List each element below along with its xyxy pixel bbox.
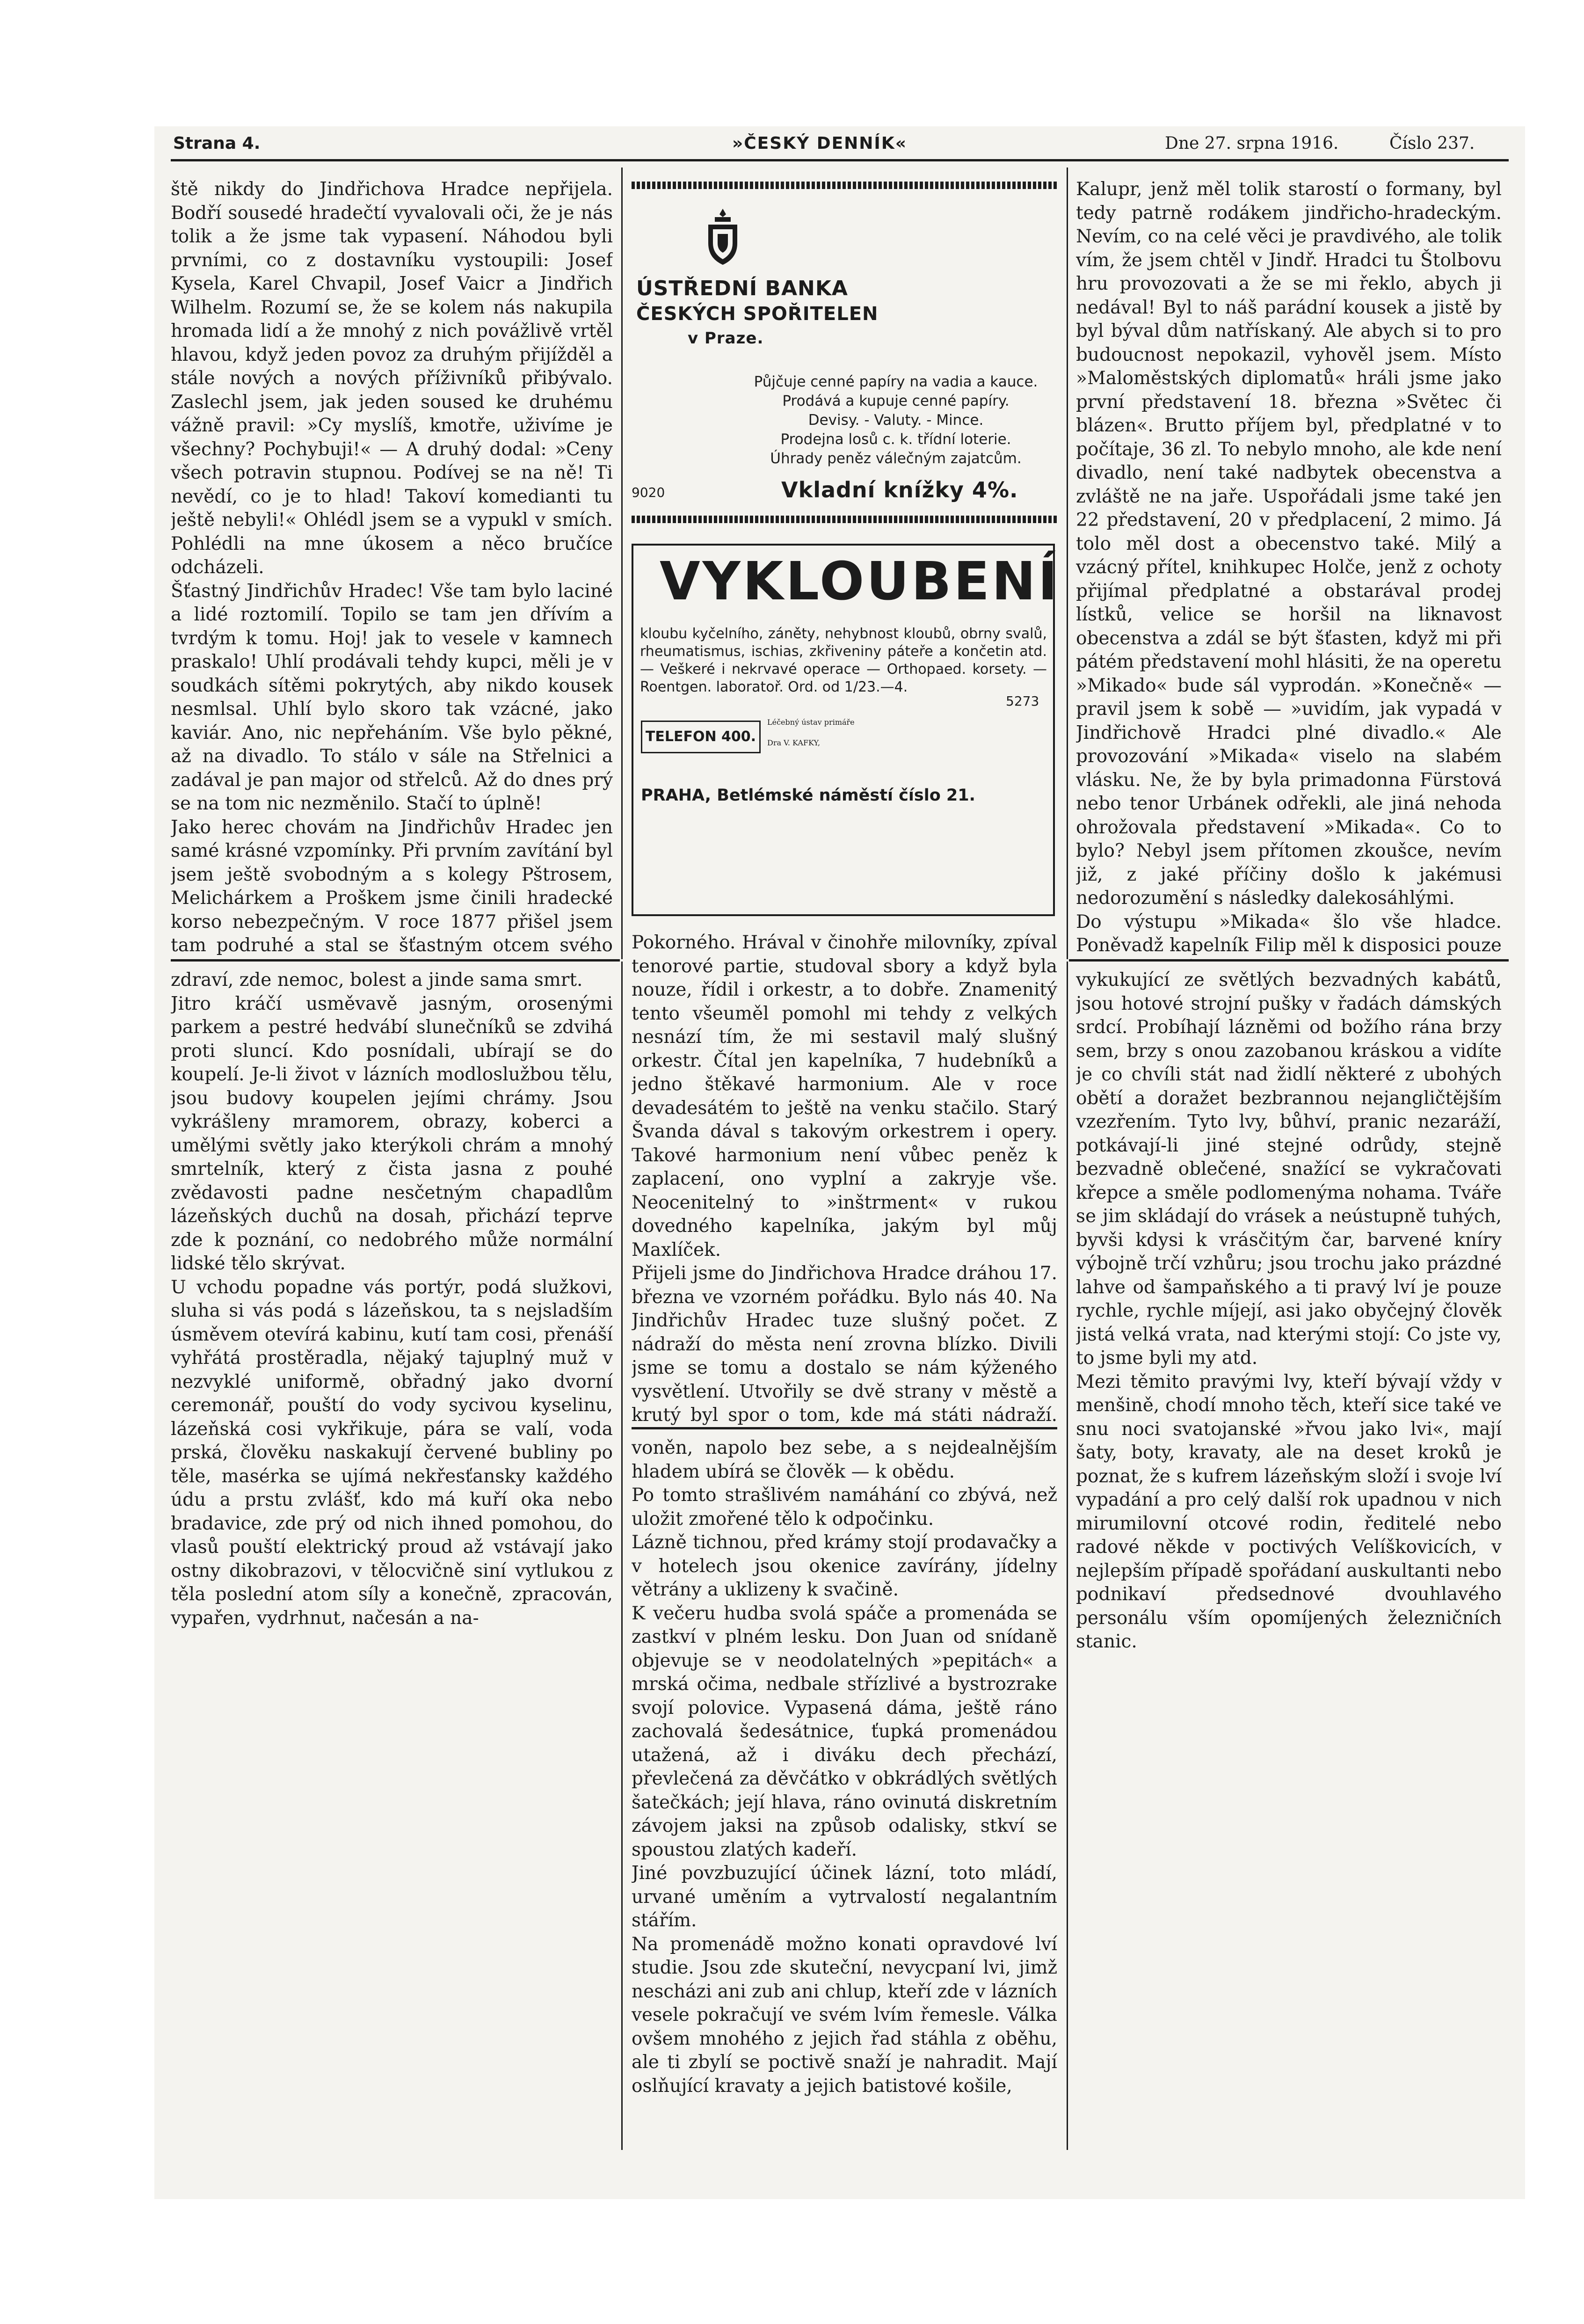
newspaper-page <box>154 126 1525 2199</box>
kafka-address: PRAHA, Betlémské náměstí číslo 21. <box>641 786 975 805</box>
article-top-column-2: Pokorného. Hrával v činohře milovníky, zpíval tenorové partie, studoval sbory a když byla nouze, řídil i orkestr, a to dobře. Znamenitý tento všeuměl pomohl mi tehdy z velkých nesnází tím, že mi sestavil malý slušný orkestr. Čítal jen kapelníka, 7 hudebníků a jedno štěkavé harmonium. Ale v roce devadesátém to ještě na venku stačilo. Starý Švanda dával s takovým orkestrem i opery. Takové harmonium není vůbec peněz k zaplacení, ono vyplní a zakryje vše. Neocenitelný to »inštrment« v rukou dovedného kapelníka, jakým byl můj Maxlíček. Přijeli jsme do Jindřichova Hradce dráhou 17. března ve vzorném pořádku. Bylo nás 40. Na Jindřichův Hradec tuze slušný počet. Z nádraží do města není zrovna blízko. Divili jsme se tomu a dostalo se nám kýženého vysvětlení. Utvořily se dvě strany v městě a krutý byl spor o tom, kde má státi nádraží. <box>632 932 1057 1426</box>
bank-emblem <box>702 207 744 268</box>
kafka-telefon-box: TELEFON 400. <box>641 721 761 753</box>
column-divider <box>1067 168 1068 959</box>
article-bottom-column-3: vykukující ze světlých bezvadných kabátů, jsou hotové strojní pušky v řadách dámských srdcí. Probíhají lázněmi od božího rána brzy sem, brzy s onou zazobanou kráskou a vidíte je co chvíli stát nad židlí některé z ubohých obětí a doražet bezbrannou nejangličtějším vzezřením. Tyto lvy, bůhví, pranic nezaráží, potkávají-li jiné stejné odrůdy, stejně bezvadně oblečené, snažící se vykračovati křepce a směle podlomenýma nohama. Tváře se jim skládají do vrásek a neústupně tuhých, byvši kdysi k vrásčitým čar, barvené kníry výbojně trčí vzhůru; jsou trochu jako prázdné lahve od šampaňského a ti pravý lví je pouze rychle, rychle míjejí, asi jako obyčejný člověk jistá velká vrata, nad kterými stojí: Co jste vy, to jsme byli my atd. Mezi těmito pravými lvy, kteří bývají vždy v menšině, chodí mnoho těch, kteří sice také ve snu noci svatojanské »řvou jako lvi«, mají šaty, boty, kravaty, ale na deset kroků je poznat, že s kufrem lázeňským složí i svoje lví vypadání a pro celý další rok upadnou v nich mirumilovní otcové rodin, ředitelé nebo radové někde v poctivých Velíškovicích, v nejlepším případě spořádaní auskultanti nebo podnikaví předsednové dvouhlavého personálu vším opomíjených železničních stanic. <box>1076 969 1502 1652</box>
issue-number: Číslo 237. <box>1389 134 1475 153</box>
article-bottom-column-1: zdraví, zde nemoc, bolest a jinde sama smrt. Jitro kráčí usměvavě jasným, orosenými parkem a pestré hedvábí slunečníků se zdvihá proti sluncí. Kdo posnídali, ubírají se do koupelí. Je-li život v lázních modloslužbou tělu, jsou budovy koupelen jejími chrámy. Jsou vykrášleny mramorem, obrazy, koberci a umělými světly jako kterýkoli chrám a mnohý smrtelník, který z čista jasna z pouhé zvědavosti padne nesčetným chapadlům lázeňských duchů na dosah, přichází teprve zde k poznání, co nedobrého může normální lidské tělo skrývat. U vchodu popadne vás portýr, podá služkovi, sluha si vás podá s lázeňskou, ta s nejsladším úsměvem otevírá kabinu, kutí tam cosi, přenáší vyhřátá prostěradla, nějaký tajuplný muž v nezvyklé uniformě, obřadný jako dvorní ceremonář, pouští do vody sycivou kyselinu, lázeňská cosi vykřikuje, pára se valí, voda prská, člověku naskakují červené bubliny po těle, masérka se ujímá nekřesťansky každého údu a prstu zvlášť, kdo má kuří oka nebo bradavice, zde prý od nich ihned pomohou, do vlasů pouští elektrický proud až vstávají jako ostny dikobrazovi, v tělocvičně siní vytlukou z těla poslední atom síly a konečně, zpracován, vypařen, vydrhnut, načesán a na- <box>171 969 613 1629</box>
section-separator-rule <box>171 959 620 962</box>
kafka-doctor-name: Dra V. KAFKY, <box>767 738 821 747</box>
kafka-ad-body: kloubu kyčelního, záněty, nehybnost kloubů, obrny svalů, rheumatismus, ischias, zkřiveniny páteře a končetin atd. — Veškeré i nekrvavé operace — Orthopaed. korsety. — Roentgen. laboratoř. Ord. od 1/23.—4. <box>640 626 1047 695</box>
article-top-column-1: ště nikdy do Jindřichova Hradce nepřijela. Bodří sousedé hradečtí vyvalovali oči, že je nás tolik a že jsme tak vypasení. Náhodou byli prvními, co z dostavníku vystoupili: Josef Kysela, Karel Chvapil, Josef Vaicr a Jindřich Wilhelm. Rozumí se, že se kolem nás nakupila hromada lidí a že mnohý z nich povážlivě vrtěl hlavou, když jeden povoz za druhým přijížděl a stále nových a nových příživníků přibývalo. Zaslechl jsem, jak jeden soused ke druhému vážně pravil: »Cy myslíš, kmotře, uživíme je všechny? Pochybuji!« — A druhý dodal: »Ceny všech potravin stupnou. Podívej se na ně! Ti nevědí, co je to hlad! Takoví komedianti tu ještě nebyli!« Ohlédl jsem se a vypukl v smích. Pohlédli na mne úkosem a něco bručíce odcházeli. Šťastný Jindřichův Hradec! Vše tam bylo laciné a lidé roztomilí. Topilo se tam jen dřívím a tvrdým k tomu. Hoj! jak to vesele v kamnech praskalo! Uhlí prodávali tehdy kupci, měli je v soudkách sítěmi pokrytých, aby nikdo kousek nesmlsal. Uhlí bylo skoro tak vzácné, jako kaviár. Ano, nic nepřeháním. Vše bylo pěkné, až na divadlo. To stálo v sále na Střelnici a zadával je pan major od střelců. Až do dnes prý se na tom nic nezměnilo. Stačí to úplně! Jako herec chovám na Jindřichův Hradec jen samé krásné vzpomínky. Při prvním zavítání byl jsem ještě svobodným a s kolegy Pštrosem, Melichárkem a Proškem jsme činili hradecké korso nebezpečným. V roce 1877 přišel jsem tam podruhé a stal se šťastným otcem svého <box>171 179 613 956</box>
ad-border-hatch <box>632 182 1057 189</box>
article-top-column-3: Kalupr, jenž měl tolik starostí o formany, byl tedy patrně rodákem jindřicho-hradeckým. Nevím, co na celé věci je pravdivého, ale tolik vím, že jsem chtěl v Jindř. Hradci tu Štolbovu hru provozovati a že se mi řeklo, abych ji nedával! Byl to náš parádní kousek a jistě by byl býval dům natřískaný. Ale abych si to pro budoucnost nepokazil, vyhověl jsem. Místo »Maloměstských diplomatů« hráli jsme jako první představení 18. března »Světec či blázen«. Brutto příjem byl, předplatné v to počítaje, 36 zl. To nebylo mnoho, ale kde není divadlo, není také nadbytek obecenstva a zvláště ne na jaře. Uspořádali jsme také jen 22 představení, 20 v předplacení, 2 mimo. Já tolo měl dost a obecenstvo také. Milý a vzácný přítel, knihkupec Holče, jenž z ochoty přijímal předplatné a obstarával prodej lístků, velice se horšil na liknavost obecenstva a zdál se být šťasten, když mi při pátém představení mohl hlásiti, že na operetu »Mikado« bude sál vyprodán. »Konečně« — pravil jsem k sobě — »uvidím, jak vypadá v Jindřichově Hradci plné divadlo.« Ale provozování »Mikada« viselo na slabém vlásku. Ne, že by byla primadonna Fürstová nebo tenor Urbánek odřekli, ale jiná nehoda ohrožovala představení »Mikada«. Co to bylo? Nebyl jsem přítomen zkoušce, nevím již, z jaké příčiny došlo k jakémusi nedorozumění s následky dalekosáhlými. Do výstupu »Mikada« šlo vše hladce. Poněvadž kapelník Filip měl k disposici pouze <box>1076 179 1502 956</box>
bank-services: Půjčuje cenné papíry na vadia a kauce. Prodává a kupuje cenné papíry. Devisy. - Valuty. - Mince. Prodejna losů c. k. třídní loterie. Úhrady peněz válečným zajatcům. <box>754 373 1038 467</box>
issue-date: Dne 27. srpna 1916. <box>1165 134 1339 153</box>
bank-name-line-1: ÚSTŘEDNÍ BANKA <box>636 277 848 300</box>
section-separator-rule <box>1069 959 1509 962</box>
ad-border-hatch <box>632 516 1057 523</box>
section-separator-rule <box>632 1427 1057 1429</box>
column-divider <box>1067 962 1068 2150</box>
newspaper-title: »ČESKÝ DENNÍK« <box>732 134 907 153</box>
bank-name-line-2: ČESKÝCH SPOŘITELEN <box>636 303 879 325</box>
bank-ad-code: 9020 <box>632 485 665 500</box>
masthead-rule <box>171 159 1509 161</box>
column-divider <box>621 962 623 2150</box>
kafka-ad-title: VYKLOUBENÍ <box>660 551 1060 612</box>
column-divider <box>621 168 623 959</box>
kafka-institute-line: Léčebný ústav primáře <box>767 718 855 727</box>
kafka-ad-code: 5273 <box>1006 693 1039 709</box>
bank-slogan: Vkladní knížky 4%. <box>781 477 1018 503</box>
article-bottom-column-2: voněn, napolo bez sebe, a s nejdealnějším hladem ubírá se člověk — k obědu. Po tomto strašlivém namáhání co zbývá, než uložit zmořené tělo k odpočinku. Lázně tichnou, před krámy stojí prodavačky a v hotelech jsou okenice zavírány, jídelny větrány a uklizeny k svačině. K večeru hudba svolá spáče a promenáda se zastkví v plném lesku. Don Juan od snídaně objevuje se v neodolatelných »pepitách« a mrská očima, nedbale střízlivé a bystrozrake svojí polovice. Vypasená dáma, ještě ráno zachovalá šedesátnice, ťupká promenádou utažená, až i diváku dech přechází, převlečená za děvčátko v obkrádlých světlých šatečkách; její hlava, ráno ovinutá diskretním závojem jaksi na způsob odalisky, stkví se spoustou zlatých kadeří. Jiné povzbuzující účinek lázní, toto mládí, urvané uměním a vytrvalostí negalantním stářím. Na promenádě možno konati opravdové lví studie. Jsou zde skuteční, nevycpaní lvi, jimž nescházi ani zub ani chlup, kteří zde v lázních vesele pokračují ve svém lvím řemesle. Válka ovšem mnohého z jejich řad stáhla z oběhu, ale ti zbylí se poctivě snaží je nahradit. Mají oslňující kravaty a jejich batistové košile, <box>632 1437 1057 2097</box>
bank-name-line-3: v Praze. <box>688 329 764 348</box>
page-number: Strana 4. <box>173 134 261 153</box>
